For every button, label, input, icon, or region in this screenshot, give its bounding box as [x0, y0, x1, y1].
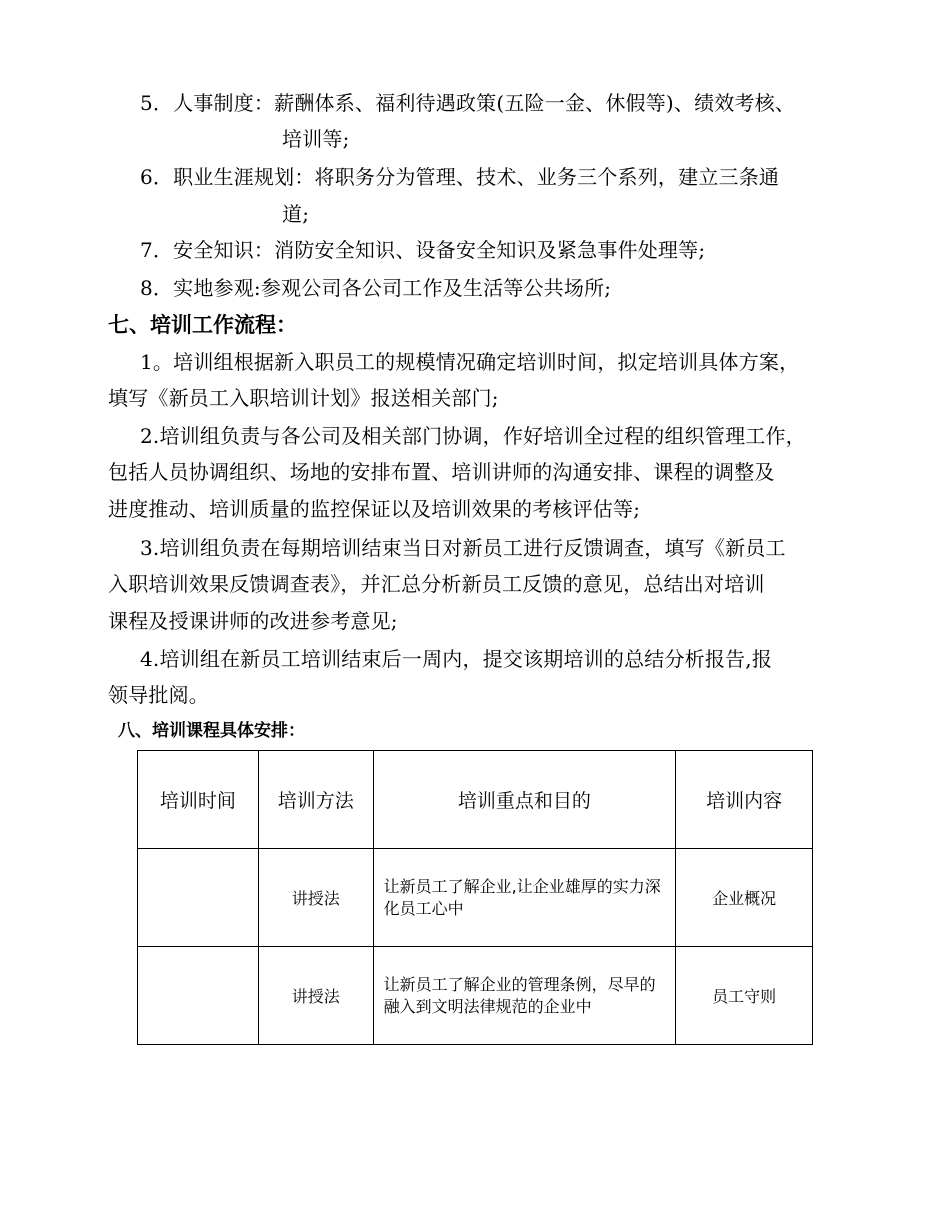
table-row	[138, 849, 813, 947]
cell-content: 企业概况	[676, 849, 813, 947]
paragraph-1-line-2: 填写《新员工入职培训计划》报送相关部门;	[108, 386, 499, 410]
cell-method: 讲授法	[258, 849, 373, 947]
paragraph-4-line-2: 领导批阅。	[108, 683, 209, 707]
cell-time	[138, 849, 259, 947]
cell-time	[138, 947, 259, 1045]
table-header-row	[138, 751, 813, 849]
cell-purpose: 让新员工了解企业的管理条例，尽早的融入到文明法律规范的企业中	[373, 947, 676, 1045]
paragraph-2-line-1: 2.培训组负责与各公司及相关部门协调，作好培训全过程的组织管理工作，	[140, 424, 806, 448]
paragraph-3-line-2: 入职培训效果反馈调查表》，并汇总分析新员工反馈的意见，总结出对培训	[108, 572, 765, 596]
section-8-heading: 八、培训课程具体安排：	[118, 721, 305, 741]
paragraph-1-line-1: 1。培训组根据新入职员工的规模情况确定培训时间，拟定培训具体方案，	[140, 350, 800, 374]
cell-method: 讲授法	[258, 947, 373, 1045]
cell-purpose: 让新员工了解企业,让企业雄厚的实力深化员工心中	[373, 849, 676, 947]
paragraph-3-line-1: 3.培训组负责在每期培训结束当日对新员工进行反馈调查，填写《新员工	[140, 536, 786, 560]
item-7-line: 7．安全知识：消防安全知识、设备安全知识及紧急事件处理等;	[140, 238, 706, 262]
section-7-heading: 七、培训工作流程：	[108, 313, 297, 337]
course-schedule-table	[137, 750, 813, 1045]
item-5-line-2: 培训等;	[282, 127, 350, 151]
item-6-line-1: 6．职业生涯规划：将职务分为管理、技术、业务三个系列，建立三条通	[140, 165, 780, 189]
paragraph-3-line-3: 课程及授课讲师的改进参考意见;	[108, 609, 398, 633]
header-training-content: 培训内容	[676, 751, 813, 849]
paragraph-4-line-1: 4.培训组在新员工培训结束后一周内，提交该期培训的总结分析报告,报	[140, 647, 773, 671]
item-5-line-1: 5．人事制度：薪酬体系、福利待遇政策(五险一金、休假等)、绩效考核、	[140, 91, 796, 115]
item-6-line-2: 道;	[282, 202, 310, 226]
header-training-method: 培训方法	[258, 751, 373, 849]
header-training-time: 培训时间	[138, 751, 259, 849]
paragraph-2-line-3: 进度推动、培训质量的监控保证以及培训效果的考核评估等;	[108, 497, 641, 521]
cell-content: 员工守则	[676, 947, 813, 1045]
table-row	[138, 947, 813, 1045]
paragraph-2-line-2: 包括人员协调组织、场地的安排布置、培训讲师的沟通安排、课程的调整及	[108, 460, 775, 484]
item-8-line: 8．实地参观:参观公司各公司工作及生活等公共场所;	[140, 276, 612, 300]
header-training-focus: 培训重点和目的	[373, 751, 676, 849]
